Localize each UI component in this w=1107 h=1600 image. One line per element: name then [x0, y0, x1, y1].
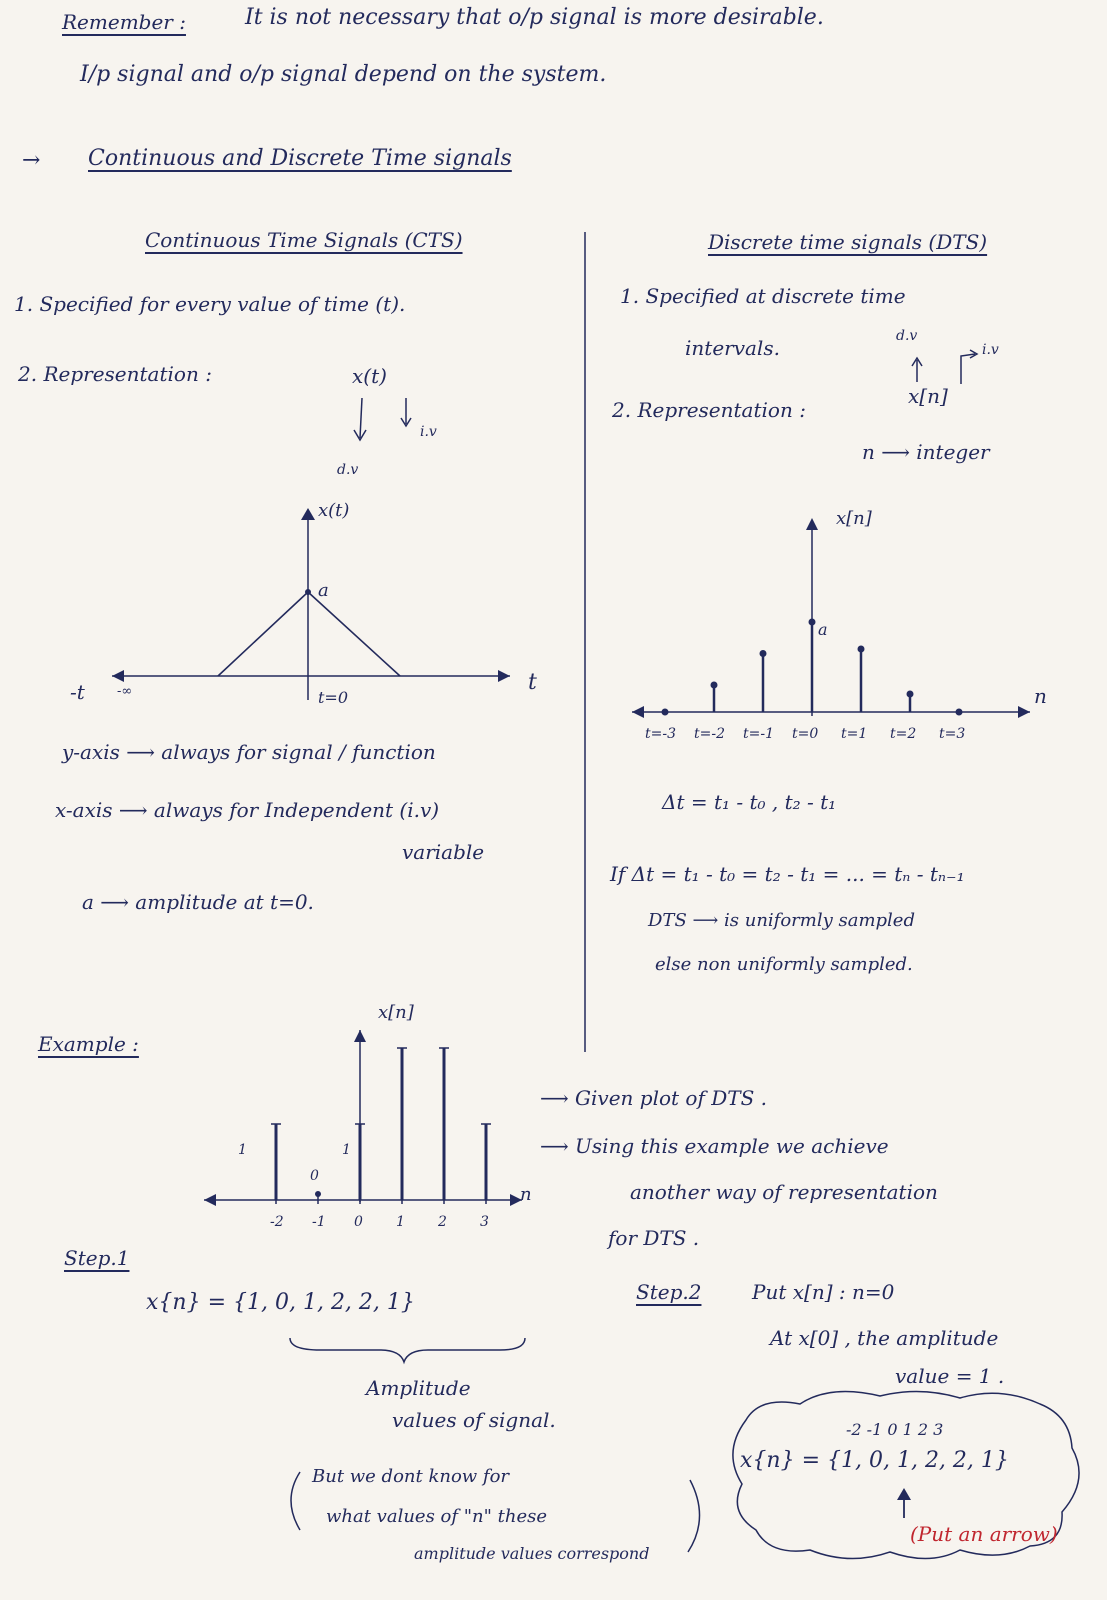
example-plot-y-label: x[n]	[378, 1002, 414, 1023]
cts-graph-y-label: x(t)	[318, 500, 350, 521]
example-value-label-n0: 1	[342, 1142, 351, 1158]
example-plot-x-label: n	[520, 1184, 532, 1205]
cts-iv-label: i.v	[420, 424, 437, 440]
dts-n-note: n ⟶ integer	[862, 440, 990, 464]
example-note-3: another way of representation	[630, 1180, 938, 1204]
step1-expression: x{n} = {1, 0, 1, 2, 2, 1}	[146, 1290, 415, 1315]
cts-point-1: 1. Specified for every value of time (t).	[14, 292, 406, 316]
cts-heading: Continuous Time Signals (CTS)	[145, 228, 463, 252]
dts-tick-label: t=0	[792, 726, 819, 742]
example-tick-label: -1	[312, 1214, 326, 1230]
cts-note-yaxis: y-axis ⟶ always for signal / function	[62, 740, 436, 764]
example-tick-label: 0	[354, 1214, 363, 1230]
example-note-1: ⟶ Given plot of DTS .	[540, 1086, 768, 1110]
example-note-4: for DTS .	[608, 1226, 700, 1250]
step2-expression: x{n} = {1, 0, 1, 2, 2, 1}	[740, 1448, 1009, 1473]
step2-line-3: value = 1 .	[895, 1364, 1005, 1388]
dts-tick-label: t=-3	[645, 726, 676, 742]
dts-graph-x-label: n	[1034, 684, 1047, 708]
cts-note-xaxis: x-axis ⟶ always for Independent (i.v)	[55, 798, 440, 822]
step2-index-row: -2 -1 0 1 2 3	[846, 1420, 944, 1439]
dts-tick-label: t=2	[890, 726, 917, 742]
cts-note-variable: variable	[402, 840, 485, 864]
example-value-label-n-1: 0	[310, 1168, 319, 1184]
cts-graph-x-label: t	[528, 670, 537, 695]
example-value-label-n-2: 1	[238, 1142, 247, 1158]
dts-if-line: If Δt = t₁ - t₀ = t₂ - t₁ = ... = tₙ - tₙ₋₁	[610, 862, 965, 886]
cts-note-amplitude: a ⟶ amplitude at t=0.	[82, 890, 314, 914]
step1-paren-2: what values of "n" these	[326, 1506, 548, 1527]
example-label: Example :	[38, 1032, 139, 1056]
dts-graph-y-label: x[n]	[836, 508, 872, 529]
remember-label: Remember :	[62, 10, 186, 34]
example-tick-label: 2	[438, 1214, 447, 1230]
dts-tick-label: t=-1	[743, 726, 774, 742]
step1-caption-1: Amplitude	[366, 1376, 471, 1400]
cts-graph-peak-label: a	[318, 580, 329, 601]
cts-graph-neg-label: -t	[70, 680, 85, 704]
dts-uniform-line: DTS ⟶ is uniformly sampled	[648, 910, 915, 931]
cts-point-2: 2. Representation :	[18, 362, 212, 386]
step1-caption-2: values of signal.	[392, 1408, 556, 1432]
dts-iv-label: i.v	[982, 342, 999, 358]
dts-delta-line: Δt = t₁ - t₀ , t₂ - t₁	[662, 790, 837, 814]
remember-line-2: I/p signal and o/p signal depend on the system.	[80, 62, 607, 87]
dts-heading: Discrete time signals (DTS)	[708, 230, 988, 254]
dts-point-1a: 1. Specified at discrete time	[620, 284, 906, 308]
step1-paren-1: But we dont know for	[312, 1466, 510, 1487]
section-title: Continuous and Discrete Time signals	[88, 146, 512, 171]
step2-line-2: At x[0] , the amplitude	[770, 1326, 999, 1350]
cts-graph-origin-label: t=0	[318, 688, 349, 707]
dts-tick-label: t=3	[939, 726, 966, 742]
dts-graph-peak-label: a	[818, 620, 828, 639]
dts-tick-label: t=1	[841, 726, 868, 742]
section-arrow: →	[22, 148, 41, 173]
step1-paren-3: amplitude values correspond	[414, 1544, 650, 1563]
dts-point-2: 2. Representation :	[612, 398, 806, 422]
dts-else-line: else non uniformly sampled.	[655, 954, 913, 975]
dts-tick-label: t=-2	[694, 726, 725, 742]
step1-label: Step.1	[64, 1246, 130, 1270]
example-note-2: ⟶ Using this example we achieve	[540, 1134, 889, 1158]
step2-line-1: Put x[n] : n=0	[752, 1280, 895, 1304]
step2-arrow-note: (Put an arrow)	[910, 1522, 1058, 1546]
step2-label: Step.2	[636, 1280, 702, 1304]
remember-line-1: It is not necessary that o/p signal is more desirable.	[245, 5, 824, 30]
example-tick-label: 3	[480, 1214, 489, 1230]
cts-dv-label: d.v	[337, 462, 359, 478]
dts-notation: x[n]	[908, 384, 948, 408]
cts-notation: x(t)	[352, 364, 387, 388]
example-tick-label: 1	[396, 1214, 405, 1230]
cts-graph-neg-inf: -∞	[117, 684, 133, 699]
dts-dv-label: d.v	[896, 328, 918, 344]
dts-point-1b: intervals.	[685, 336, 780, 360]
example-tick-label: -2	[270, 1214, 284, 1230]
